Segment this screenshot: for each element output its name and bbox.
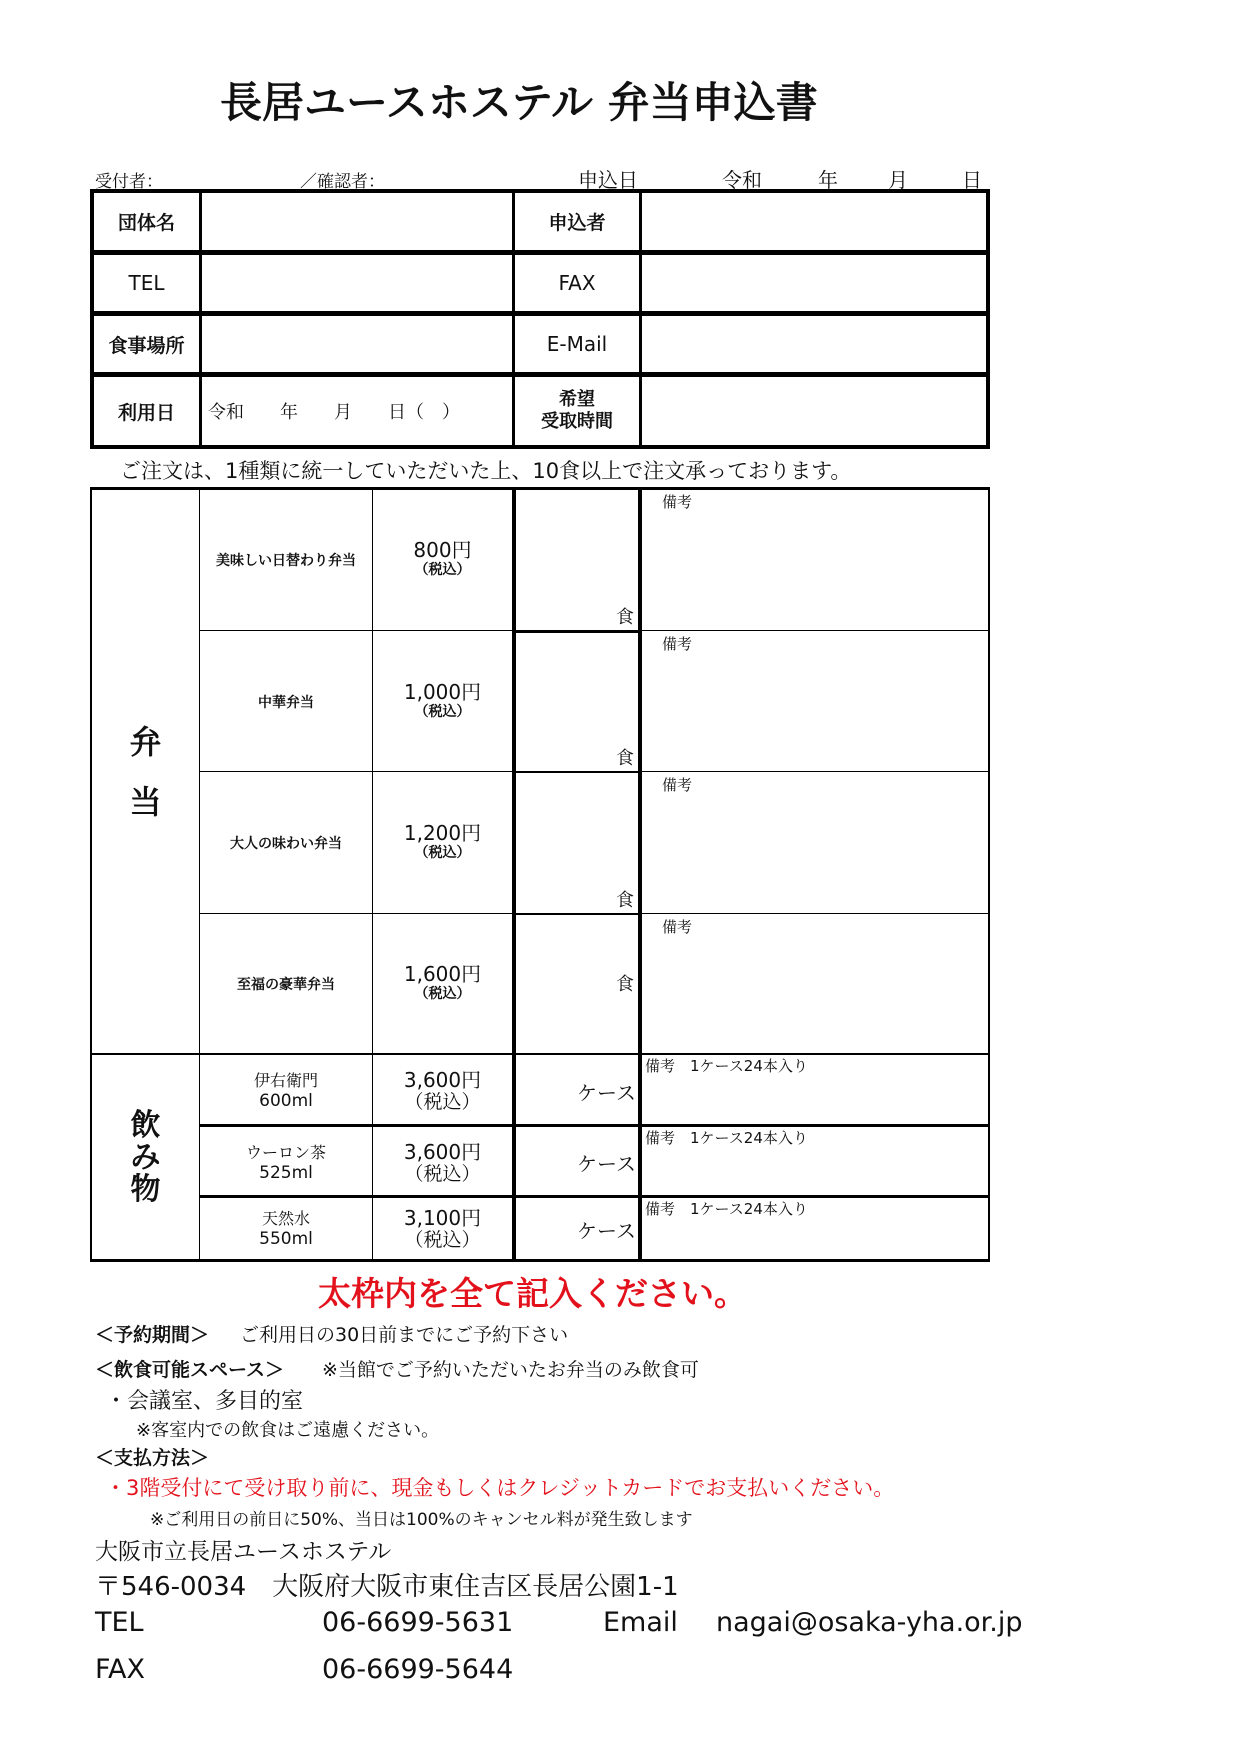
reserve-heading: ＜予約期間＞ xyxy=(95,1324,210,1346)
group-name-label: 団体名 xyxy=(117,212,175,234)
case-unit-label: ケース xyxy=(577,1218,636,1243)
payment-text: ・3階受付にて受け取り前に、現金もしくはクレジットカードでお支払いください。 xyxy=(105,1476,895,1500)
drink-remarks-field[interactable] xyxy=(642,1055,988,1127)
remarks-label: 備考 1ケース24本入り xyxy=(645,1200,808,1218)
bento-name: 美味しい日替わり弁当 xyxy=(216,553,356,569)
bento-remarks-field[interactable] xyxy=(642,772,988,914)
fax-label-footer: FAX xyxy=(95,1654,146,1685)
case-unit-label: ケース xyxy=(577,1080,636,1105)
bento-price xyxy=(373,772,512,914)
bento-price xyxy=(373,489,512,631)
drink-price-value: 3,600円 xyxy=(403,1068,482,1092)
drinks-category xyxy=(92,1055,199,1260)
tax-included-label: （税込） xyxy=(414,562,471,578)
group-name-field[interactable] xyxy=(202,193,512,250)
email-field[interactable] xyxy=(642,316,986,372)
tel-label-footer: TEL xyxy=(95,1607,144,1638)
bento-remarks-field[interactable] xyxy=(642,631,988,772)
drink-volume: 525ml xyxy=(259,1162,313,1183)
bento-price-value: 1,000円 xyxy=(403,679,482,704)
bento-quantity-field[interactable] xyxy=(516,772,638,914)
applicant-label: 申込者 xyxy=(548,212,606,234)
apply-year: 年 xyxy=(818,168,838,192)
reserve-text: ご利用日の30日前までにご予約下さい xyxy=(240,1324,569,1346)
drinks-category-char: み xyxy=(130,1139,161,1175)
drink-price xyxy=(373,1198,512,1260)
use-date-field[interactable]: 令和 年 月 日（ ） xyxy=(208,402,460,423)
applicant-field[interactable] xyxy=(642,193,986,250)
meal-unit-label: 食 xyxy=(616,607,634,628)
pickup-time-label-2: 受取時間 xyxy=(541,411,613,432)
remarks-label: 備考 xyxy=(662,918,693,936)
drink-name xyxy=(200,1127,372,1198)
drink-price xyxy=(373,1055,512,1127)
use-date-label: 利用日 xyxy=(117,401,175,424)
fill-warning: 太枠内を全て記入ください。 xyxy=(318,1274,747,1313)
cancel-note: ※ご利用日の前日に50%、当日は100%のキャンセル料が発生致します xyxy=(150,1510,693,1530)
drink-quantity-field[interactable] xyxy=(516,1055,638,1127)
apply-era: 令和 xyxy=(722,168,762,192)
bento-category-char: 当 xyxy=(129,782,162,821)
bento-remarks-field[interactable] xyxy=(642,489,988,631)
tax-included-label: （税込） xyxy=(414,703,471,720)
tax-included-label: （税込） xyxy=(414,985,471,1002)
bento-category xyxy=(92,490,199,1053)
fax-field[interactable] xyxy=(642,255,986,311)
bento-price xyxy=(373,631,512,772)
bento-name: 至福の豪華弁当 xyxy=(237,976,335,993)
space-note: ※客室内での飲食はご遠慮ください。 xyxy=(136,1420,440,1441)
meal-place-field[interactable] xyxy=(202,316,512,372)
drink-quantity-field[interactable] xyxy=(516,1198,638,1260)
meal-unit-label: 食 xyxy=(616,890,634,911)
meal-unit-label: 食 xyxy=(616,973,634,995)
bento-price-value: 1,200円 xyxy=(403,821,482,845)
drink-volume: 550ml xyxy=(259,1229,313,1249)
bento-price-value: 800円 xyxy=(413,538,472,562)
payment-heading: ＜支払方法＞ xyxy=(95,1447,210,1469)
email-address[interactable]: nagai@osaka-yha.or.jp xyxy=(716,1607,1023,1638)
fax-number: 06-6699-5644 xyxy=(322,1654,514,1685)
checker-label: ／確認者： xyxy=(300,172,385,192)
tel-label: TEL xyxy=(128,271,165,295)
receiver-label: 受付者： xyxy=(95,172,163,192)
page-title: 長居ユースホステル 弁当申込書 xyxy=(220,78,818,127)
drink-name xyxy=(200,1055,372,1127)
tel-number: 06-6699-5631 xyxy=(322,1607,514,1638)
pickup-time-label-1: 希望 xyxy=(559,389,595,410)
drink-name xyxy=(200,1198,372,1260)
bento-quantity-field[interactable] xyxy=(516,631,638,772)
bento-category-char: 弁 xyxy=(129,722,162,761)
order-notice: ご注文は、1種類に統一していただいた上、10食以上で注文承っております。 xyxy=(120,459,852,483)
space-heading: ＜飲食可能スペース＞ xyxy=(95,1359,285,1381)
remarks-label: 備考 xyxy=(662,635,693,653)
space-text: ※当館でご予約いただいたお弁当のみ飲食可 xyxy=(322,1359,699,1381)
remarks-label: 備考 1ケース24本入り xyxy=(645,1057,808,1075)
drinks-category-char: 飲 xyxy=(130,1107,161,1143)
bento-price xyxy=(373,914,512,1053)
bento-remarks-field[interactable] xyxy=(642,914,988,1053)
hostel-address: 〒546-0034 大阪府大阪市東住吉区長居公園1-1 xyxy=(95,1572,679,1602)
space-rooms: ・会議室、多目的室 xyxy=(105,1389,304,1414)
tax-included-label: （税込） xyxy=(414,845,471,861)
drink-name-value: 伊右衛門 xyxy=(253,1071,318,1090)
drinks-category-char: 物 xyxy=(130,1171,161,1207)
drink-price xyxy=(373,1127,512,1198)
meal-unit-label: 食 xyxy=(616,748,634,769)
drink-quantity-field[interactable] xyxy=(516,1127,638,1198)
apply-date-label: 申込日 xyxy=(578,168,638,192)
remarks-label: 備考 xyxy=(662,493,693,511)
remarks-label: 備考 1ケース24本入り xyxy=(645,1129,808,1147)
drink-name-value: 天然水 xyxy=(261,1209,310,1228)
email-label-footer: Email xyxy=(603,1607,678,1638)
meal-place-label: 食事場所 xyxy=(108,334,185,357)
bento-name: 大人の味わい弁当 xyxy=(230,836,342,852)
drink-remarks-field[interactable] xyxy=(642,1127,988,1198)
email-label: E-Mail xyxy=(546,332,608,356)
bento-quantity-field[interactable] xyxy=(516,914,638,1053)
drink-price-value: 3,100円 xyxy=(403,1206,482,1230)
pickup-time-label xyxy=(515,377,639,445)
pickup-time-field[interactable] xyxy=(642,377,986,445)
tax-included-label: （税込） xyxy=(404,1091,481,1113)
drink-volume: 600ml xyxy=(259,1091,313,1111)
tax-included-label: （税込） xyxy=(404,1229,481,1251)
drink-price-value: 3,600円 xyxy=(403,1139,482,1164)
tax-included-label: （税込） xyxy=(404,1162,481,1185)
fax-label: FAX xyxy=(558,271,596,295)
bento-quantity-field[interactable] xyxy=(516,489,638,631)
case-unit-label: ケース xyxy=(577,1152,636,1176)
remarks-label: 備考 xyxy=(662,776,693,794)
apply-month: 月 xyxy=(888,168,908,192)
apply-day: 日 xyxy=(962,168,982,192)
bento-name: 中華弁当 xyxy=(258,694,314,711)
hostel-name: 大阪市立長居ユースホステル xyxy=(95,1539,392,1565)
bento-price-value: 1,600円 xyxy=(403,961,482,986)
tel-field[interactable] xyxy=(202,255,512,311)
drink-name-value: ウーロン茶 xyxy=(245,1142,326,1162)
drink-remarks-field[interactable] xyxy=(642,1198,988,1260)
